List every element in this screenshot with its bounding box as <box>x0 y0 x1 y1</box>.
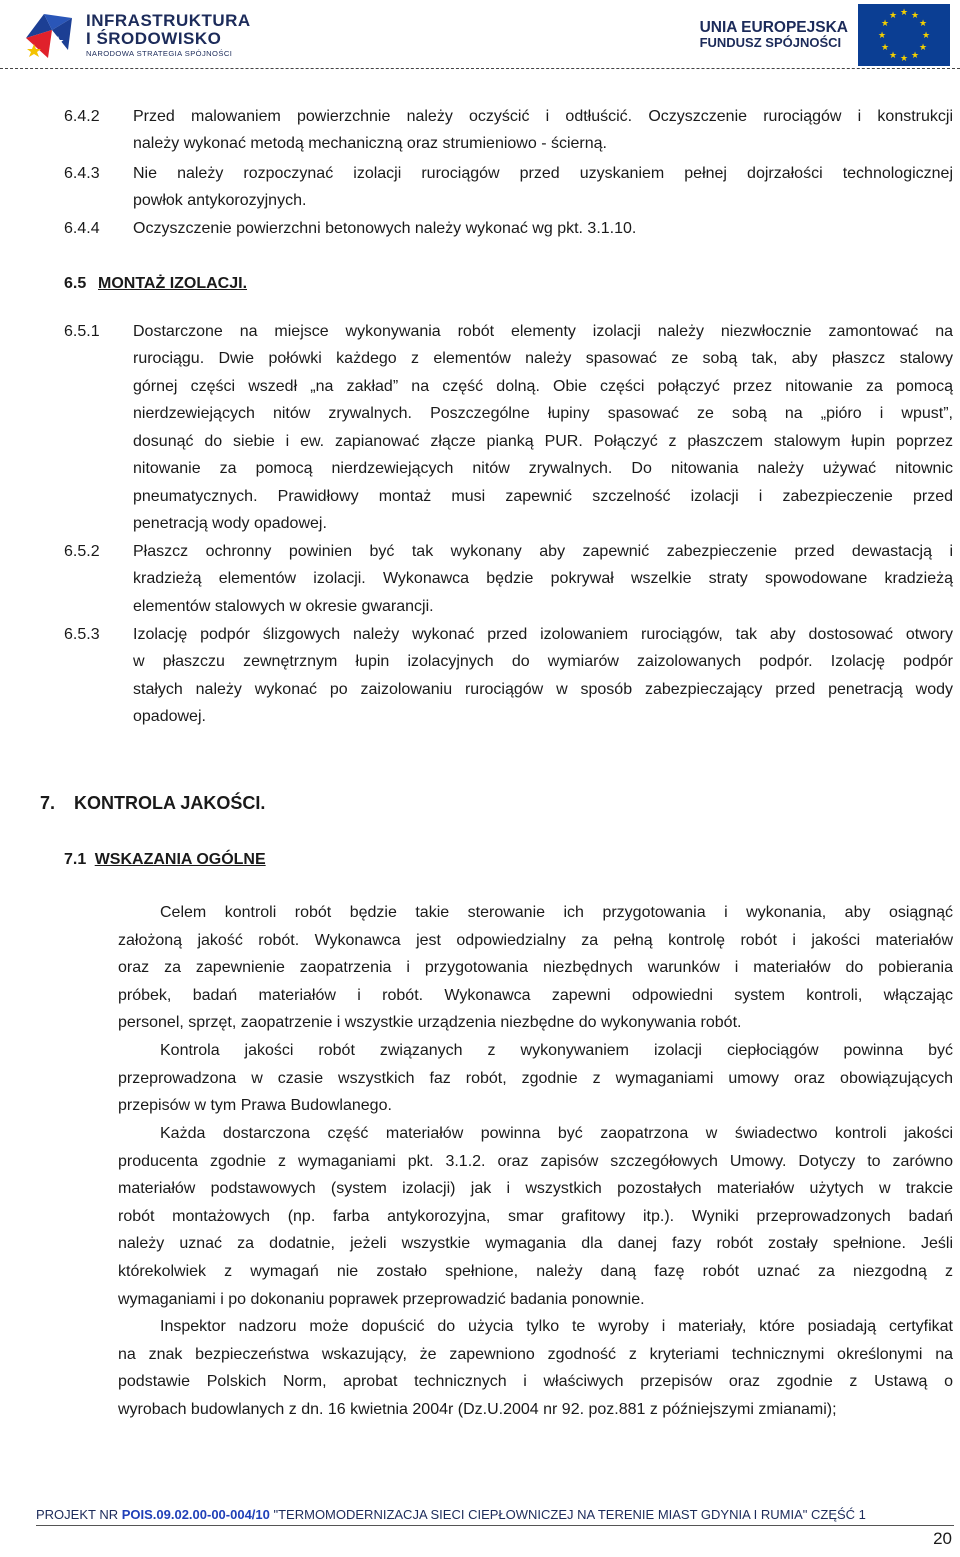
logo-left-line1: INFRASTRUKTURA <box>86 11 251 31</box>
page-header <box>0 0 960 68</box>
svg-text:★: ★ <box>880 19 890 29</box>
paragraph-line: Każda dostarczona część materiałów powinna być zaopatrzona w świadectwo kontroli jakości <box>160 1125 953 1142</box>
svg-text:★: ★ <box>910 11 920 21</box>
footer-title: "TERMOMODERNIZACJA SIECI CIEPŁOWNICZEJ NA TERENIE MIAST GDYNIA I RUMIA" CZĘŚĆ 1 <box>269 1507 866 1522</box>
paragraph-line: personel, sprzęt, zaopatrzenie i wszystkie urządzenia niezbędne do wykonywania robót. <box>118 1014 742 1031</box>
chapter-heading <box>40 793 265 814</box>
item-text-line: penetracją wody opadowej. <box>133 515 327 532</box>
item-number: 6.4.3 <box>64 165 100 182</box>
item-text-line: Dostarczone na miejsce wykonywania robót elementy izolacji należy niezwłocznie zamontować na <box>133 323 953 340</box>
subsection-title: WSKAZANIA OGÓLNE <box>94 851 266 868</box>
paragraph-line: Kontrola jakości robót związanych z wykonywaniem izolacji ciepłociągów powinna być <box>160 1042 953 1059</box>
svg-text:★: ★ <box>918 43 928 53</box>
item-text-line: elementów stalowych w okresie gwarancji. <box>133 598 434 615</box>
logo-left-line3: NARODOWA STRATEGIA SPÓJNOŚCI <box>86 49 233 59</box>
svg-text:★: ★ <box>880 43 890 53</box>
paragraph-line: przeprowadzona w czasie wszystkich faz robót, zgodnie z wymaganiami umowy oraz obowiązujących <box>118 1070 953 1087</box>
chapter-number: 7. <box>40 793 56 813</box>
paragraph-line: oraz za zapewnienie zaopatrzenia i przygotowania niezbędnych warunków i materiałów do pobierania <box>118 959 953 976</box>
item-text-line: Płaszcz ochronny powinien być tak wykonany aby zapewnić zabezpieczenie przed dewastacją i <box>133 543 953 560</box>
logo-right-line2: FUNDUSZ SPÓJNOŚCI <box>699 35 842 51</box>
paragraph-line: wymaganiami i po dokonaniu poprawek przeprowadzić badania ponownie. <box>118 1291 645 1308</box>
item-text-line: Izolację podpór ślizgowych należy wykonać przed izolowaniem rurociągów, tak aby dostosować otwory <box>133 626 953 643</box>
paragraph-line: założoną jakość robót. Wykonawca jest odpowiedzialny za pełną kontrolę robót i jakości materiałów <box>118 932 953 949</box>
eu-logo <box>700 4 950 66</box>
footer-project-number: POIS.09.02.00-00-004/10 <box>121 1507 270 1522</box>
svg-text:★: ★ <box>899 54 909 64</box>
item-text-line: rurociągu. Dwie połówki każdego z elementów należy spasować ze sobą tak, aby płaszcz stalowy <box>133 350 953 367</box>
paragraph-line: producenta zgodnie z wymaganiami pkt. 3.1.2. oraz zapisów szczegółowych Umowy. Dotyczy to zarówno <box>118 1153 953 1170</box>
infrastruktura-logo <box>22 6 251 64</box>
svg-text:★: ★ <box>877 31 887 41</box>
footer-divider <box>36 1525 954 1526</box>
item-text-line: Oczyszczenie powierzchni betonowych należy wykonać wg pkt. 3.1.10. <box>133 220 637 237</box>
svg-text:★: ★ <box>918 19 928 29</box>
paragraph-line: Inspektor nadzoru może dopuścić do użycia tylko te wyroby i materiały, które posiadają certyfikat <box>160 1318 953 1335</box>
item-number: 6.5.1 <box>64 323 100 340</box>
svg-text:★: ★ <box>921 31 931 41</box>
chapter-title: KONTROLA JAKOŚCI. <box>74 793 266 813</box>
item-text-line: pneumatycznych. Prawidłowy montaż musi zapewnić szczelność izolacji i zabezpieczenie przed <box>133 488 953 505</box>
item-text-line: dosunąć do siebie i ew. zapianować złącze pianką PUR. Połączyć z płaszczem stalowym łupin poprzez <box>133 433 953 450</box>
item-text-line: opadowej. <box>133 708 206 725</box>
logo-right-line1: UNIA EUROPEJSKA <box>699 18 848 36</box>
item-text-line: należy wykonać metodą mechaniczną oraz strumieniowo - ścierną. <box>133 135 607 152</box>
nss-emblem-icon <box>22 8 78 62</box>
svg-text:★: ★ <box>888 51 898 61</box>
item-number: 6.5.3 <box>64 626 100 643</box>
section-number: 6.5 <box>64 275 87 292</box>
item-text-line: powłok antykorozyjnych. <box>133 192 307 209</box>
paragraph-line: próbek, badań materiałów i robót. Wykonawca zapewni odpowiedni system kontroli, włączając <box>118 987 953 1004</box>
item-number: 6.4.2 <box>64 108 100 125</box>
paragraph-line: wyrobach budowlanych z dn. 16 kwietnia 2004r (Dz.U.2004 nr 92. poz.881 z późniejszymi zmianami); <box>118 1401 837 1418</box>
item-number: 6.4.4 <box>64 220 100 237</box>
eu-flag-icon <box>858 4 950 66</box>
item-text-line: stałych należy wykonać po zaizolowaniu rurociągów w sposób zabezpieczający przed penetracją wody <box>133 681 953 698</box>
paragraph-line: należy uznać za dodatnie, jeżeli wszystkie wymagania dla danej fazy robót zostały spełnione. Jeśli <box>118 1235 953 1252</box>
item-text-line: w płaszczu zewnętrznym łupin izolacyjnych do wymiarów zaizolowanych podpór. Izolację podpór <box>133 653 953 670</box>
paragraph-line: przepisów w tym Prawa Budowlanego. <box>118 1097 392 1114</box>
svg-text:★: ★ <box>899 8 909 18</box>
logo-left-line2: I ŚRODOWISKO <box>86 29 222 49</box>
item-number: 6.5.2 <box>64 543 100 560</box>
page-number: 20 <box>933 1529 952 1548</box>
footer-prefix: PROJEKT NR <box>36 1507 122 1522</box>
paragraph-line: którekolwiek z wymagań nie zostało spełnione, należy daną fazę robót uznać za niezgodną z <box>118 1263 953 1280</box>
paragraph-line: podstawie Polskich Norm, aprobat technicznych i właściwych przepisów oraz zgodnie z Ustawą o <box>118 1373 953 1390</box>
subsection-number: 7.1 <box>64 851 87 868</box>
item-text-line: nierdzewiejących nitów zrywalnych. Poszczególne łupiny spasować ze sobą na „pióro i wpust”, <box>133 405 953 422</box>
subsection-heading <box>64 851 266 869</box>
item-text-line: kradzieżą elementów izolacji. Wykonawca będzie pokrywał wszelkie straty spowodowane kradzieżą <box>133 570 953 587</box>
svg-text:★: ★ <box>910 51 920 61</box>
item-text-line: górnej części wszedł „na zakład” na część dolną. Obie części połączyć przez nitowanie za pomocą <box>133 378 953 395</box>
page-footer <box>36 1507 866 1522</box>
item-text-line: Nie należy rozpoczynać izolacji rurociągów przed uzyskaniem pełnej dojrzałości technologicznej <box>133 165 953 182</box>
header-divider <box>0 68 960 69</box>
paragraph-line: robót montażowych (np. farba antykorozyjna, smar grafitowy itp.). Wyniki przeprowadzonych badań <box>118 1208 953 1225</box>
item-text-line: Przed malowaniem powierzchnie należy oczyścić i odtłuścić. Oczyszczenie rurociągów i konstrukcji <box>133 108 953 125</box>
paragraph-line: Celem kontroli robót będzie takie sterowanie ich przygotowania i wykonania, aby osiągnąć <box>160 904 953 921</box>
paragraph-line: materiałów podstawowych (system izolacji) jak i wszystkich pozostałych materiałów użytych w trakcie <box>118 1180 953 1197</box>
svg-text:★: ★ <box>888 11 898 21</box>
section-title: MONTAŻ IZOLACJI. <box>98 275 248 292</box>
item-text-line: nitowanie za pomocą nierdzewiejących nitów zrywalnych. Do nitowania należy używać nitownic <box>133 460 953 477</box>
paragraph-line: na znak bezpieczeństwa wskazujący, że zapewniono zgodność z kryteriami technicznymi określonymi na <box>118 1346 953 1363</box>
